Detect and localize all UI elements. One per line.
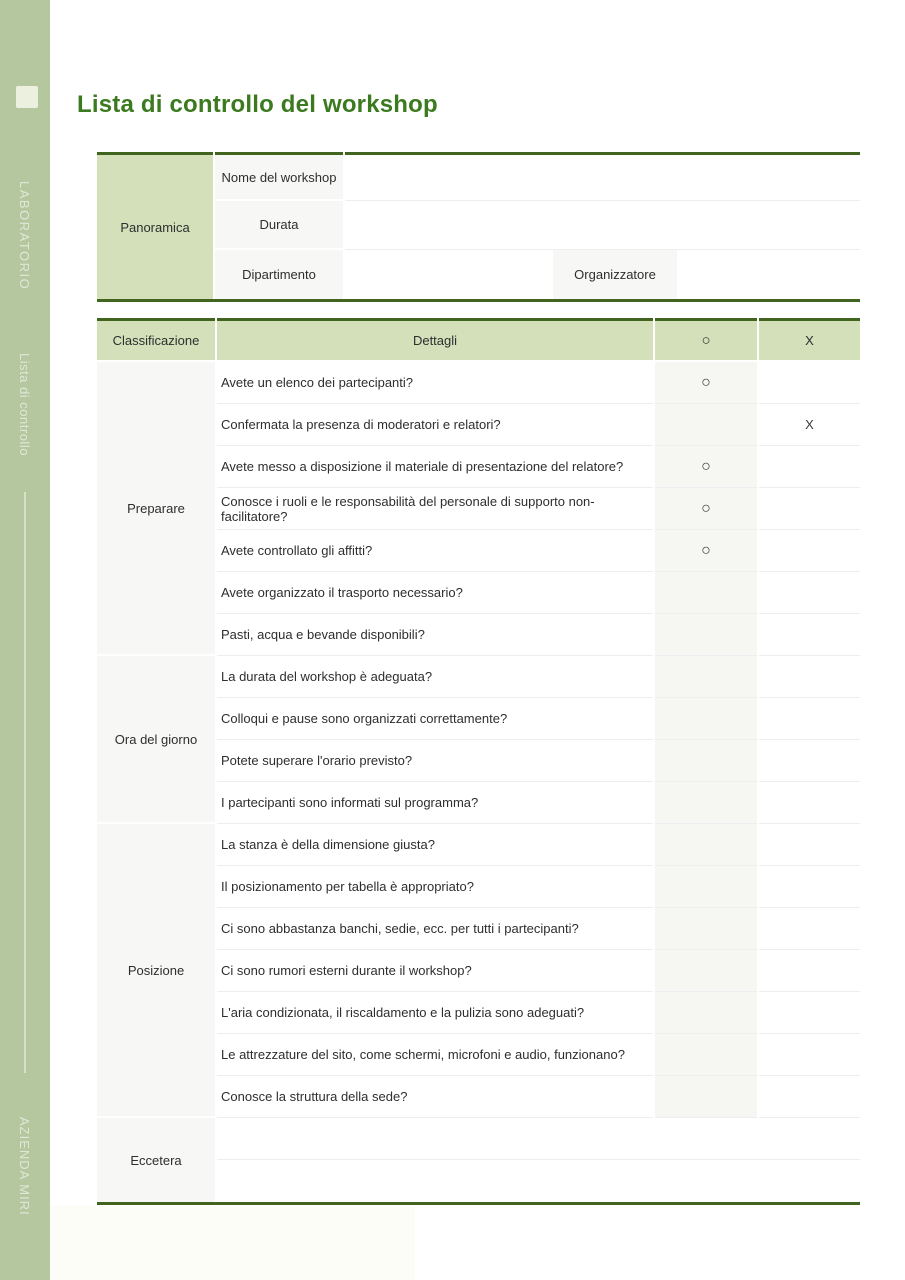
question-cell[interactable] — [217, 1118, 860, 1160]
check-mark-circle-icon: ○ — [701, 457, 711, 475]
check-mark-circle-icon: ○ — [701, 499, 711, 517]
mark-cell-circle-column[interactable] — [655, 782, 757, 824]
question-cell: Colloqui e pause sono organizzati correttamente? — [217, 698, 653, 740]
mark-cell-x-column[interactable] — [759, 446, 860, 488]
mark-cell-circle-column[interactable] — [655, 824, 757, 866]
mark-cell-circle-column[interactable] — [655, 950, 757, 992]
sidebar-label-azienda-miri: AZIENDA MIRI — [17, 1117, 32, 1216]
mark-cell-circle-column[interactable] — [655, 614, 757, 656]
field-label-department: Dipartimento — [215, 250, 343, 299]
mark-cell-x-column[interactable] — [759, 572, 860, 614]
mark-cell-x-column[interactable] — [759, 530, 860, 572]
question-cell: Avete messo a disposizione il materiale di presentazione del relatore? — [217, 446, 653, 488]
mark-cell-circle-column[interactable] — [655, 404, 757, 446]
category-cell: Posizione — [97, 824, 215, 1118]
question-cell: Il posizionamento per tabella è appropriato? — [217, 866, 653, 908]
category-cell: Preparare — [97, 362, 215, 656]
question-cell: L'aria condizionata, il riscaldamento e la pulizia sono adeguati? — [217, 992, 653, 1034]
mark-cell-x-column[interactable] — [759, 362, 860, 404]
question-cell: Avete un elenco dei partecipanti? — [217, 362, 653, 404]
sidebar-label-lista-di-controllo: Lista di controllo — [17, 353, 32, 456]
mark-cell-x-column[interactable] — [759, 782, 860, 824]
question-cell: I partecipanti sono informati sul programma? — [217, 782, 653, 824]
column-header-circle-icon: ○ — [655, 318, 757, 362]
mark-cell-x-column[interactable] — [759, 866, 860, 908]
field-value-department[interactable] — [345, 250, 551, 299]
mark-cell-x-column[interactable] — [759, 1034, 860, 1076]
column-header-x-icon: X — [759, 318, 860, 362]
mark-cell-x-column[interactable] — [759, 488, 860, 530]
question-cell: La stanza è della dimensione giusta? — [217, 824, 653, 866]
mark-cell-x-column[interactable] — [759, 656, 860, 698]
checklist-table — [97, 318, 860, 1205]
mark-cell-circle-column[interactable] — [655, 530, 757, 572]
column-header-classification: Classificazione — [97, 318, 215, 362]
question-cell: Conosce la struttura della sede? — [217, 1076, 653, 1118]
field-value-workshop-name[interactable] — [345, 152, 860, 201]
check-mark-circle-icon: ○ — [701, 541, 711, 559]
sidebar-label-laboratorio: LABORATORIO — [17, 181, 32, 291]
check-mark-circle-icon: ○ — [701, 373, 711, 391]
field-label-duration: Durata — [215, 201, 343, 250]
mark-cell-circle-column[interactable] — [655, 572, 757, 614]
field-value-organizer[interactable] — [679, 250, 860, 299]
sidebar-logo-square-icon — [16, 86, 38, 108]
mark-cell-x-column[interactable] — [759, 404, 860, 446]
mark-cell-x-column[interactable] — [759, 698, 860, 740]
overview-header-cell: Panoramica — [97, 152, 213, 299]
field-value-duration[interactable] — [345, 201, 860, 250]
question-cell: Potete superare l'orario previsto? — [217, 740, 653, 782]
mark-cell-x-column[interactable] — [759, 1076, 860, 1118]
overview-table — [97, 152, 860, 302]
mark-cell-circle-column[interactable] — [655, 656, 757, 698]
category-cell: Eccetera — [97, 1118, 215, 1202]
mark-cell-circle-column[interactable] — [655, 1076, 757, 1118]
field-label-organizer: Organizzatore — [553, 250, 677, 299]
column-header-details: Dettagli — [217, 318, 653, 362]
question-cell: Le attrezzature del sito, come schermi, microfoni e audio, funzionano? — [217, 1034, 653, 1076]
category-cell: Ora del giorno — [97, 656, 215, 824]
question-cell: Ci sono abbastanza banchi, sedie, ecc. per tutti i partecipanti? — [217, 908, 653, 950]
page-lower-area — [50, 1206, 415, 1280]
question-cell: Avete controllato gli affitti? — [217, 530, 653, 572]
mark-cell-circle-column[interactable] — [655, 362, 757, 404]
mark-cell-x-column[interactable] — [759, 992, 860, 1034]
mark-cell-x-column[interactable] — [759, 908, 860, 950]
mark-cell-circle-column[interactable] — [655, 698, 757, 740]
field-label-workshop-name: Nome del workshop — [215, 152, 343, 201]
mark-cell-circle-column[interactable] — [655, 446, 757, 488]
question-cell: Conosce i ruoli e le responsabilità del personale di supporto non-facilitatore? — [217, 488, 653, 530]
question-cell: Avete organizzato il trasporto necessario? — [217, 572, 653, 614]
mark-cell-x-column[interactable] — [759, 740, 860, 782]
mark-cell-x-column[interactable] — [759, 950, 860, 992]
mark-cell-x-column[interactable] — [759, 824, 860, 866]
mark-cell-circle-column[interactable] — [655, 1034, 757, 1076]
check-mark-x-icon: X — [805, 417, 814, 432]
question-cell: Pasti, acqua e bevande disponibili? — [217, 614, 653, 656]
mark-cell-circle-column[interactable] — [655, 488, 757, 530]
mark-cell-circle-column[interactable] — [655, 992, 757, 1034]
question-cell: Ci sono rumori esterni durante il workshop? — [217, 950, 653, 992]
page-title: Lista di controllo del workshop — [77, 91, 438, 118]
question-cell: Confermata la presenza di moderatori e relatori? — [217, 404, 653, 446]
sidebar-divider-line — [24, 492, 26, 1073]
sidebar — [0, 0, 50, 1280]
mark-cell-circle-column[interactable] — [655, 740, 757, 782]
mark-cell-circle-column[interactable] — [655, 866, 757, 908]
mark-cell-circle-column[interactable] — [655, 908, 757, 950]
question-cell[interactable] — [217, 1160, 860, 1202]
question-cell: La durata del workshop è adeguata? — [217, 656, 653, 698]
mark-cell-x-column[interactable] — [759, 614, 860, 656]
